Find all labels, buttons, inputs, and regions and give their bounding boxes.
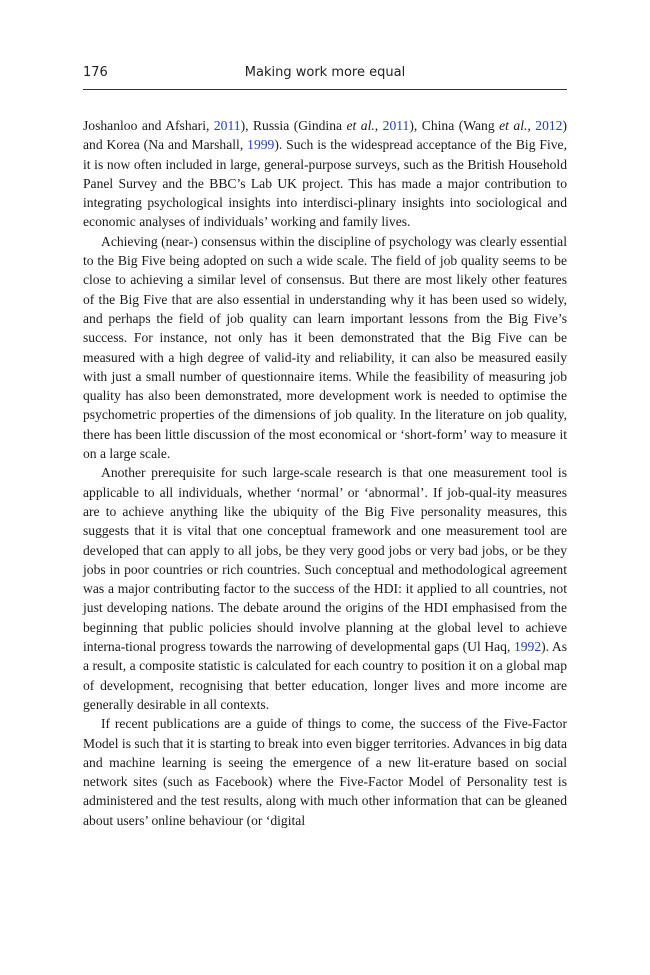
header-rule (83, 89, 567, 90)
paragraph-text: Achieving (near-) consensus within the discipline of psychology was clearly essential to the Big Five being adopted on such a wide scale. The field of job quality seems to be close to achieving a similar level of consensus. But there are most likely other features of the Big Five that are also essential in understanding why it has been used so widely, and perhaps the field of job quality can learn important lessons from the Big Five’s success. For instance, not only has it been demonstrated that the Big Five can be measured with a high degree of valid-ity and reliability, it can also be measured easily with just a small number of questionnaire items. While the feasibility of measuring job quality has also been demonstrated, more development work is needed to optimise the psychometric properties of the dimensions of job quality. In the literature on job quality, there has been little discussion of the most economical or ‘short-form’ way to measure it on a large scale. (83, 233, 567, 462)
page-number: 176 (83, 65, 108, 80)
paragraph-text: Joshanloo and Afshari, (83, 118, 214, 133)
paragraph (83, 232, 567, 464)
paragraph-text: If recent publications are a guide of things to come, the success of the Five-Factor Model is such that it is starting to break into even bigger territories. Advances in big data and machine learning is seeing the emergence of a new lit-erature based on social network sites (such as Facebook) where the Five-Factor Model of Personality test is administered and the test results, along with much other information that can be gleaned about users’ online behaviour (or ‘digital (83, 716, 567, 828)
paragraph (83, 463, 567, 714)
paragraph-text: ). As a result, a composite statistic is calculated for each country to position it on a global map of development, recognising that better education, longer lives and more income are generally desirable in all contexts. (83, 639, 567, 712)
paragraph-text: Another prerequisite for such large-scale research is that one measurement tool is applicable to all individuals, whether ‘normal’ or ‘abnormal’. If job-qual-ity measures are to achieve anything like the ubiquity of the Big Five personality measures, this suggests that it is vital that one conceptual framework and one measurement tool are developed that can apply to all jobs, be they very good jobs or very bad jobs, or be they jobs in poor countries or rich countries. Such conceptual and methodological agreement was a major contributing factor to the success of the HDI: it applied to all countries, not just developing nations. The debate around the origins of the HDI emphasised from the beginning that public policies should involve planning at the global level to achieve interna-tional progress towards the narrowing of developmental gaps (Ul Haq, (83, 465, 567, 655)
citation-link[interactable]: 1999 (247, 137, 275, 153)
paragraph (83, 116, 567, 232)
paragraph-text: ), Russia (Gindina (240, 118, 347, 133)
paragraph (83, 714, 567, 830)
citation-link[interactable]: 2011 (213, 118, 241, 133)
paragraph-text: ). Such is the widespread acceptance of the Big Five, it is now often included in large, general-purpose surveys, such as the British Household Panel Survey and the BBC’s Lab UK project. This has made a major contribution to integrating psychological insights into interdisci-plinary insights into sociological and economic analyses of individuals’ working and family lives. (83, 137, 567, 230)
italic-text: et al., (346, 118, 379, 133)
italic-text: et al., (499, 118, 531, 133)
body-text (83, 116, 567, 830)
page-header (83, 62, 567, 82)
paragraph-text: ) and Korea (Na and Marshall, (83, 118, 567, 153)
citation-link[interactable]: 2011 (382, 118, 410, 133)
running-title: Making work more equal (244, 65, 406, 80)
citation-link[interactable]: 1992 (513, 639, 542, 655)
citation-link[interactable]: 2012 (535, 118, 563, 133)
paragraph-text: ), China (Wang (409, 118, 500, 133)
